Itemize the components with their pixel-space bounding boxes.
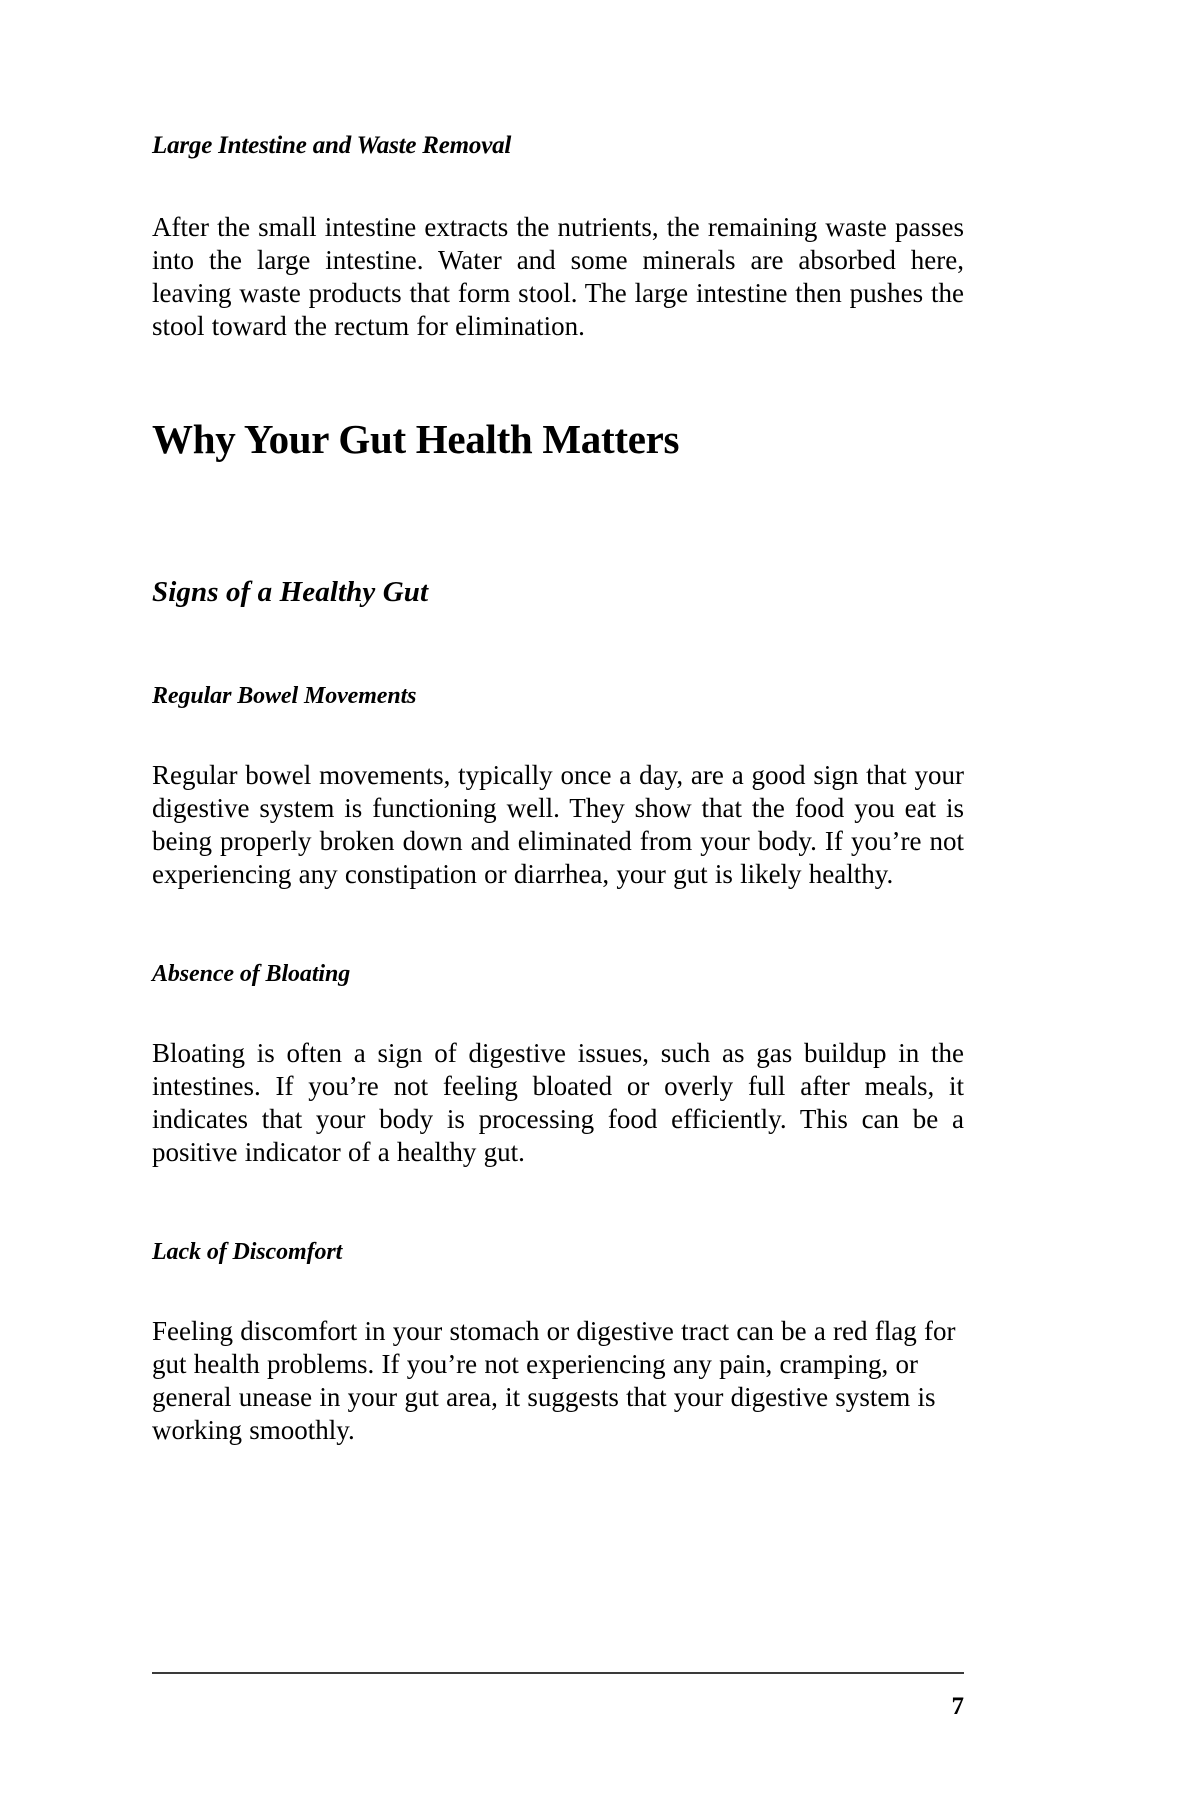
page-title-why-your-gut-health-matters: Why Your Gut Health Matters [152,416,680,463]
spacer [152,161,964,211]
heading-regular-bowel-movements: Regular Bowel Movements [152,682,417,709]
spacer [152,464,964,574]
spacer [152,1169,964,1237]
spacer-top [152,0,964,130]
heading-absence-of-bloating: Absence of Bloating [152,960,351,987]
heading-signs-of-a-healthy-gut: Signs of a Healthy Gut [152,576,429,609]
page-number: 7 [951,1693,964,1720]
paragraph-absence-of-bloating: Bloating is often a sign of digestive issues, such as gas buildup in the intestines. If you’re not feeling bloated or overly full after meals, it indicates that your body is processing food efficiently. This can be a positive indicator of a healthy gut. [152,1037,964,1167]
spacer [152,611,964,681]
paragraph-lack-of-discomfort: Feeling discomfort in your stomach or digestive tract can be a red flag for gut health problems. If you’re not experiencing any pain, cramping, or general unease in your gut area, it suggests that your digestive system is working smoothly. [152,1315,956,1445]
spacer [152,1267,964,1315]
spacer [152,989,964,1037]
paragraph-regular-bowel-movements: Regular bowel movements, typically once a day, are a good sign that your digestive system is functioning well. They show that the food you eat is being properly broken down and eliminated from your body. If you’re not experiencing any constipation or diarrhea, your gut is likely healthy. [152,759,964,889]
paragraph-large-intestine: After the small intestine extracts the nutrients, the remaining waste passes into the large intestine. Water and some minerals are absorbed here, leaving waste products that form stool. The large intestine then pushes the stool toward the rectum for elimination. [152,212,964,342]
heading-lack-of-discomfort: Lack of Discomfort [152,1238,343,1265]
spacer [152,711,964,759]
spacer [152,891,964,959]
heading-large-intestine-and-waste-removal: Large Intestine and Waste Removal [152,132,512,159]
footer-divider [152,1672,964,1674]
page-footer [152,1672,964,1722]
spacer [152,343,964,415]
page-content [152,0,964,1447]
